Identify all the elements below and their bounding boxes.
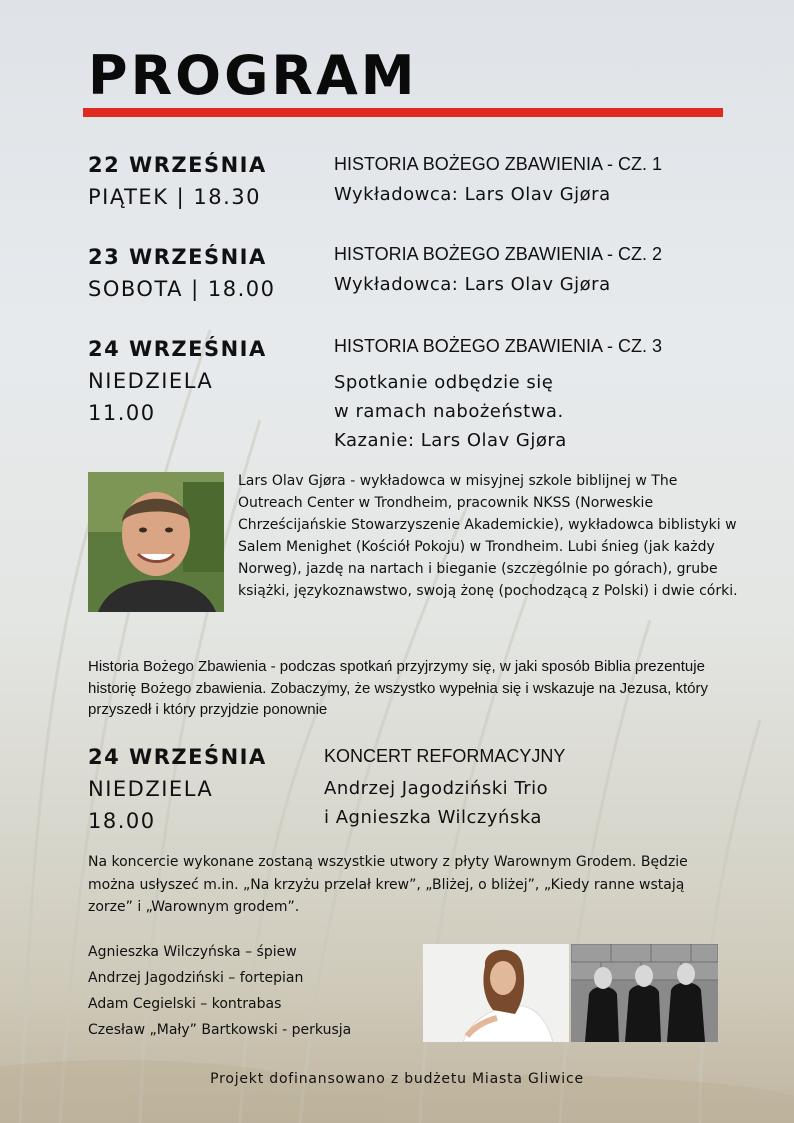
title-underline: [83, 108, 723, 117]
event-note-line: Kazanie: Lars Olav Gjøra: [334, 430, 567, 451]
event-performer-line: i Agnieszka Wilczyńska: [324, 807, 542, 828]
event-2-date: [88, 241, 276, 305]
event-date: 24 WRZEŚNIA: [88, 745, 267, 769]
funding-note: Projekt dofinansowano z budżetu Miasta Gliwice: [210, 1071, 584, 1087]
event-date: 23 WRZEŚNIA: [88, 245, 267, 269]
event-note-line: w ramach nabożeństwa.: [334, 401, 564, 422]
event-4-details: [324, 740, 565, 832]
event-performer-line: Andrzej Jagodziński Trio: [324, 778, 549, 799]
event-3-details: [334, 330, 662, 455]
event-time: PIĄTEK | 18.30: [88, 185, 262, 209]
event-heading: HISTORIA BOŻEGO ZBAWIENIA - CZ. 3: [334, 336, 663, 356]
event-4-date: [88, 741, 267, 837]
speaker-photo: [88, 472, 224, 612]
event-3-date: [88, 333, 267, 429]
event-day: NIEDZIELA: [88, 369, 214, 393]
event-time: SOBOTA | 18.00: [88, 277, 276, 301]
event-day: NIEDZIELA: [88, 777, 214, 801]
event-heading: KONCERT REFORMACYJNY: [324, 746, 566, 766]
event-heading: HISTORIA BOŻEGO ZBAWIENIA - CZ. 2: [334, 244, 663, 264]
event-note-line: Spotkanie odbędzie się: [334, 372, 554, 393]
musician-list: [88, 939, 351, 1043]
list-item: Andrzej Jagodziński – fortepian: [88, 970, 304, 986]
event-1-details: [334, 148, 662, 209]
singer-photo: [423, 944, 569, 1042]
event-time: 18.00: [88, 809, 156, 833]
speaker-bio: Lars Olav Gjøra - wykładowca w misyjnej szkole biblijnej w The Outreach Center w Trondheim, pracownik NKSS (Norweskie Chrześcijańskie Stowarzyszenie Akademickie), wykładowca biblistyki w Salem Menighet (Kościół Pokoju) w Trondheim. Lubi śnieg (jak każdy Norweg), jazdę na nartach i bieganie (szczególnie po górach), grube książki, językoznawstwo, swoją żonę (pochodzącą z Polski) i dwie córki.: [238, 473, 738, 599]
event-time: 11.00: [88, 401, 156, 425]
event-2-details: [334, 238, 662, 299]
event-date: 24 WRZEŚNIA: [88, 337, 267, 361]
page-title: PROGRAM: [88, 44, 418, 107]
concert-description: Na koncercie wykonane zostaną wszystkie utwory z płyty Warownym Grodem. Będzie można usłyszeć m.in. „Na krzyżu przelał krew”, „Bliżej, o bliżej”, „Kiedy ranne wstają zorze” i „Warownym grodem”.: [88, 854, 688, 915]
list-item: Czesław „Mały” Bartkowski - perkusja: [88, 1022, 352, 1038]
event-lecturer: Wykładowca: Lars Olav Gjøra: [334, 184, 611, 205]
event-lecturer: Wykładowca: Lars Olav Gjøra: [334, 274, 611, 295]
list-item: Agnieszka Wilczyńska – śpiew: [88, 944, 297, 960]
list-item: Adam Cegielski – kontrabas: [88, 996, 282, 1012]
series-description: Historia Bożego Zbawienia - podczas spotkań przyjrzymy się, w jaki sposób Biblia prezentuje historię Bożego zbawienia. Zobaczymy, że wszystko wypełnia się i wskazuje na Jezusa, który przyszedł i który przyjdzie ponownie: [88, 658, 708, 718]
event-1-date: [88, 149, 267, 213]
trio-photo: [571, 944, 718, 1042]
event-date: 22 WRZEŚNIA: [88, 153, 267, 177]
event-heading: HISTORIA BOŻEGO ZBAWIENIA - CZ. 1: [334, 154, 663, 174]
